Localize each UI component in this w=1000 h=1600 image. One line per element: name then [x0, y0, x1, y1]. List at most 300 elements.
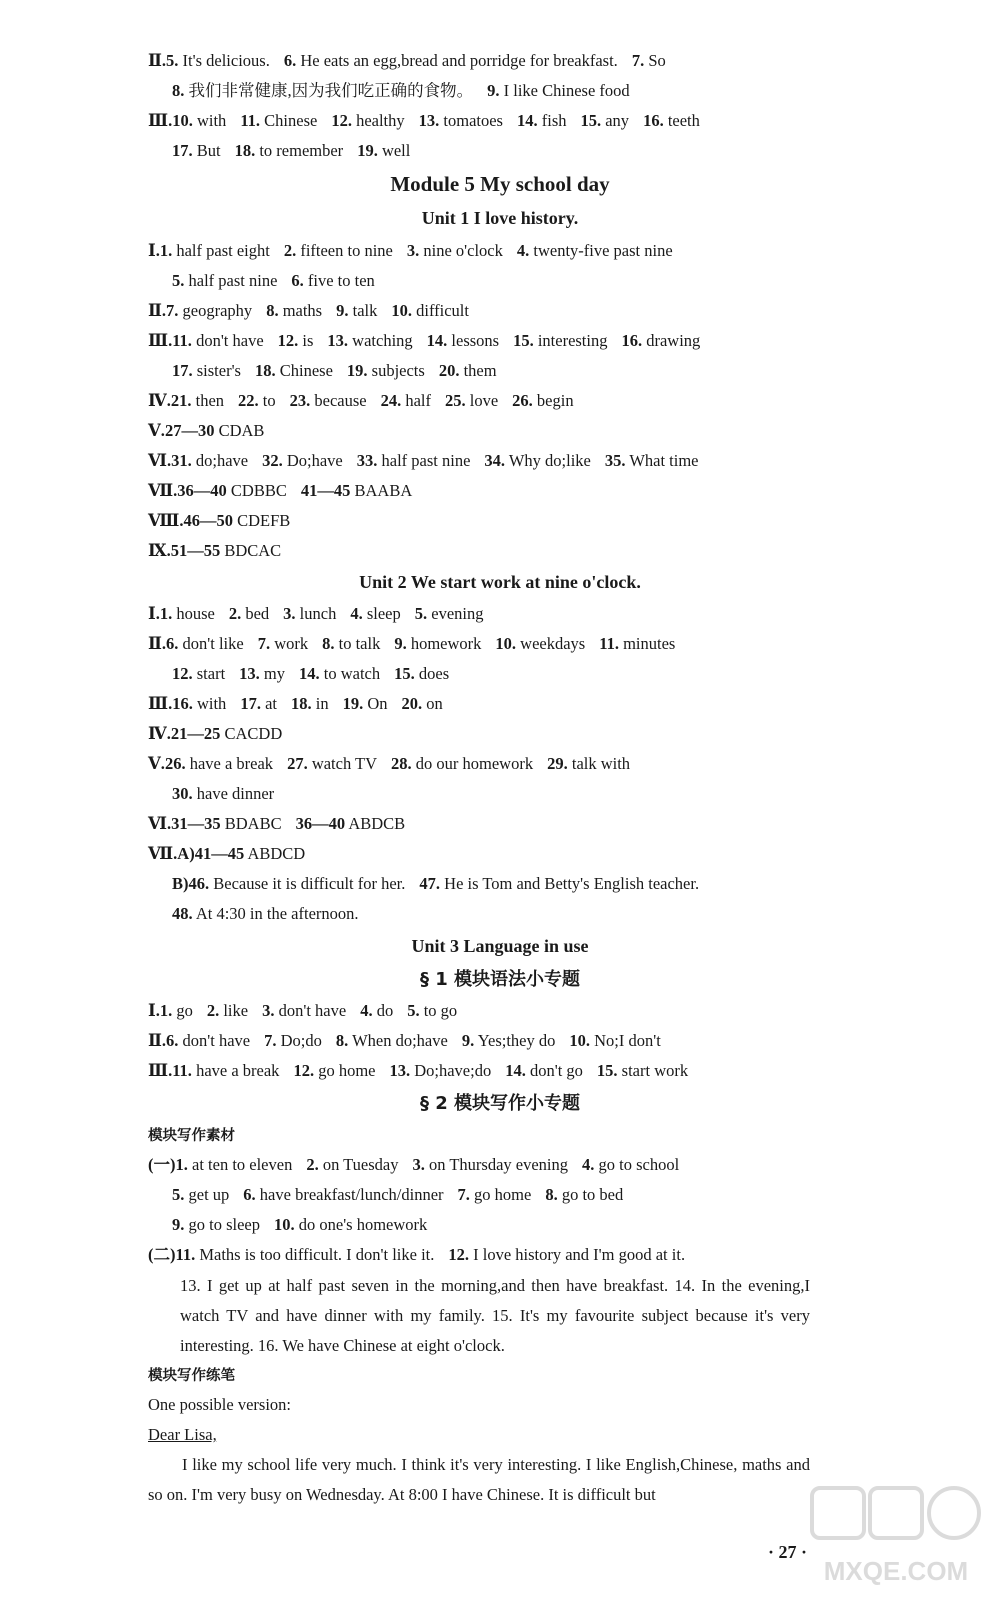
answer-number: 12. [331, 111, 352, 130]
section1-title: § 1 模块语法小专题 [419, 969, 581, 990]
section-numeral: Ⅵ. [148, 814, 172, 833]
answer-text: five to ten [307, 271, 375, 290]
answer-line [148, 844, 319, 864]
answer-number: 13. [239, 664, 260, 683]
section-numeral: (二) [148, 1245, 176, 1264]
answer-text: BDCAC [224, 541, 282, 560]
answer-item [632, 51, 666, 70]
answer-number: 18. [234, 141, 256, 160]
version-label: One possible version: [148, 1395, 291, 1414]
answer-text: in [315, 694, 329, 713]
answer-number: 3. [262, 1001, 275, 1020]
answer-item [172, 141, 221, 160]
answer-item [166, 1031, 250, 1050]
answer-line [148, 51, 680, 71]
answer-line [148, 451, 713, 471]
answer-text: begin [536, 391, 574, 410]
answer-text: tomatoes [443, 111, 503, 130]
answer-item [266, 301, 322, 320]
answer-line [172, 1215, 441, 1235]
answer-number: 24. [380, 391, 402, 410]
answer-item [513, 331, 607, 350]
answer-text: them [463, 361, 497, 380]
answer-line [172, 904, 373, 924]
answer-text: CDEFB [237, 511, 291, 530]
answer-number: 8. [266, 301, 279, 320]
answer-item [439, 361, 497, 380]
answer-number: 10. [569, 1031, 590, 1050]
answer-item [597, 1061, 688, 1080]
answer-item [171, 541, 281, 560]
answer-item [582, 1155, 679, 1174]
answer-item [389, 1061, 491, 1080]
answer-text: lunch [299, 604, 337, 623]
answer-item [284, 241, 393, 260]
answer-number: 20. [438, 361, 460, 380]
answer-item [445, 391, 498, 410]
answer-text: sleep [366, 604, 401, 623]
answer-number: 9. [487, 81, 500, 100]
answer-number: 3. [406, 241, 420, 260]
answer-line [148, 111, 714, 131]
answer-item [171, 451, 248, 470]
answer-number: 46—50 [183, 511, 233, 530]
answer-item [166, 634, 244, 653]
answer-item [599, 634, 675, 653]
answer-text: go to school [598, 1155, 680, 1174]
answer-text: 我们非常健康,因为我们吃正确的食物。 [188, 81, 474, 100]
answer-item [391, 754, 533, 773]
answer-number: 18. [290, 694, 312, 713]
answer-text: don't have [182, 1031, 251, 1050]
answer-number: 23. [289, 391, 311, 410]
answer-text: with [196, 694, 227, 713]
answer-number: 35. [604, 451, 626, 470]
answer-text: half past eight [176, 241, 270, 260]
answer-line [148, 301, 483, 321]
answer-text: Chinese [279, 361, 333, 380]
answer-text: At 4:30 in the afternoon. [195, 904, 359, 923]
answer-item [327, 331, 412, 350]
answer-number: 5. [407, 1001, 420, 1020]
answer-text: He eats an egg,bread and porridge for breakfast. [300, 51, 618, 70]
answer-text: do our homework [415, 754, 534, 773]
practice-label: 模块写作练笔 [148, 1368, 235, 1384]
answer-text: minutes [623, 634, 676, 653]
unit3-title: Unit 3 Language in use [411, 936, 589, 956]
answer-number: 15. [513, 331, 534, 350]
answer-text: to remember [259, 141, 344, 160]
unit2-title: Unit 2 We start work at nine o'clock. [359, 572, 641, 592]
answer-item [176, 1245, 435, 1264]
answer-item [458, 1185, 532, 1204]
section-numeral: Ⅰ. [148, 604, 160, 623]
answer-text: watch TV [311, 754, 378, 773]
answer-text: teeth [667, 111, 700, 130]
answer-item [235, 141, 344, 160]
answer-number: 12. [277, 331, 299, 350]
answer-line [172, 141, 424, 161]
answer-number: 26. [164, 754, 186, 773]
answer-number: 9. [461, 1031, 475, 1050]
answer-item [291, 271, 374, 290]
answer-text: drawing [646, 331, 701, 350]
answer-text: Do;do [280, 1031, 322, 1050]
answer-item [290, 391, 367, 410]
answer-text: bed [245, 604, 270, 623]
answer-text: does [418, 664, 450, 683]
answer-number: 2. [283, 241, 297, 260]
answer-number: 12. [172, 664, 193, 683]
answer-item [165, 421, 264, 440]
answer-text: don't have [278, 1001, 347, 1020]
answer-item [381, 391, 431, 410]
answer-text: love [469, 391, 499, 410]
answer-number: 13. [389, 1061, 411, 1080]
answer-number: 5. [414, 604, 428, 623]
section-numeral: Ⅴ. [148, 421, 165, 440]
answer-number: 7. [457, 1185, 470, 1204]
answer-item [229, 604, 269, 623]
answer-number: 5. [172, 1185, 185, 1204]
answer-number: 6. [166, 1031, 179, 1050]
answer-number: 17. [172, 141, 193, 160]
answer-item [262, 1001, 346, 1020]
answer-line [148, 421, 278, 441]
answer-text: work [274, 634, 309, 653]
answer-text: When do;have [352, 1031, 448, 1050]
answer-text: at ten to eleven [192, 1155, 293, 1174]
answer-number: 8. [322, 634, 335, 653]
answer-number: 7. [257, 634, 271, 653]
answer-number: 7. [264, 1031, 277, 1050]
answer-line [148, 511, 304, 531]
answer-text: But [196, 141, 221, 160]
answer-item [262, 451, 343, 470]
answer-number: 11. [599, 634, 619, 653]
answer-text: fish [541, 111, 567, 130]
answer-item [448, 1245, 685, 1264]
answer-text: talk [352, 301, 378, 320]
letter-body: I like my school life very much. I think it's very interesting. I like English,Chinese, maths and so on. I'm very busy on Wednesday. At 8:00 I have Chinese. It is difficult but [148, 1455, 810, 1504]
answer-line [148, 391, 588, 411]
answer-item [293, 1061, 375, 1080]
answer-text: interesting [537, 331, 608, 350]
answer-item [255, 361, 333, 380]
answer-text: weekdays [520, 634, 586, 653]
answer-line [172, 664, 463, 684]
answer-text: So [648, 51, 666, 70]
answer-number: 1. [159, 241, 173, 260]
answer-text: start [196, 664, 226, 683]
section-numeral: Ⅰ. [148, 1001, 160, 1020]
answer-item [301, 481, 412, 500]
answer-item [299, 664, 380, 683]
answer-number: 9. [394, 634, 407, 653]
answer-text: subjects [371, 361, 425, 380]
answer-line [148, 1001, 471, 1021]
answer-text: have dinner [196, 784, 275, 803]
answer-text: is [302, 331, 314, 350]
watermark-logo [808, 1482, 984, 1592]
answer-number: 3. [283, 604, 296, 623]
answer-line [148, 1061, 702, 1081]
answer-item [171, 724, 282, 743]
answer-number: 14. [299, 664, 320, 683]
answer-item [243, 1185, 443, 1204]
answer-item [336, 301, 377, 320]
answer-number: 6. [243, 1185, 256, 1204]
answer-item [287, 754, 377, 773]
answer-text: with [196, 111, 227, 130]
answer-item [172, 81, 473, 100]
answer-number: 11. [175, 1245, 196, 1264]
answer-text: What time [629, 451, 699, 470]
answer-item [402, 694, 443, 713]
answer-number: 27. [287, 754, 308, 773]
answer-text: Yes;they do [477, 1031, 556, 1050]
answer-text: don't like [182, 634, 244, 653]
answer-text: any [605, 111, 630, 130]
section-numeral: Ⅱ. [148, 51, 167, 70]
answer-item [284, 51, 618, 70]
answer-text: CACDD [224, 724, 283, 743]
answer-text: to talk [338, 634, 381, 653]
answer-text: go to sleep [188, 1215, 260, 1234]
answer-text: evening [431, 604, 484, 623]
answer-text: to go [423, 1001, 458, 1020]
answer-item [240, 694, 277, 713]
answer-text: have a break [189, 754, 274, 773]
answer-item [172, 784, 274, 803]
answer-item [580, 111, 629, 130]
answer-item [172, 361, 241, 380]
page-number: · 27 · [768, 1542, 808, 1562]
answer-text: Because it is difficult for her. [213, 874, 406, 893]
answer-line [148, 724, 296, 744]
answer-number: 8. [335, 1031, 349, 1050]
answer-text: watching [352, 331, 413, 350]
answer-text: on Tuesday [322, 1155, 399, 1174]
answer-text: don't go [529, 1061, 583, 1080]
section-numeral: Ⅳ. [148, 391, 171, 410]
answer-item [413, 1155, 569, 1174]
answer-text: geography [182, 301, 253, 320]
answer-number: 13. [327, 331, 349, 350]
answer-number: 6. [283, 51, 297, 70]
answer-number: 29. [547, 754, 568, 773]
answer-text: my [263, 664, 286, 683]
answer-text: have a break [196, 1061, 280, 1080]
answer-line [172, 81, 644, 101]
answer-text: go home [318, 1061, 376, 1080]
answer-item [419, 874, 699, 893]
section-numeral: Ⅵ. [148, 451, 172, 470]
answer-text: CDBBC [230, 481, 287, 500]
answer-text: do one's homework [298, 1215, 428, 1234]
answer-number: 30. [172, 784, 193, 803]
answer-number: 4. [350, 604, 363, 623]
answer-number: 12. [293, 1061, 315, 1080]
answer-text: sister's [196, 361, 241, 380]
answer-line [148, 331, 714, 351]
answer-text: on [426, 694, 443, 713]
answer-text: Why do;like [508, 451, 591, 470]
section-numeral: Ⅳ. [148, 724, 171, 743]
answer-text: lessons [451, 331, 500, 350]
answer-number: 51—55 [170, 541, 221, 560]
answer-number: 5. [172, 271, 185, 290]
answer-item [183, 511, 290, 530]
answer-item [347, 361, 425, 380]
answer-item [427, 331, 499, 350]
answer-number: 34. [484, 451, 506, 470]
answer-item [357, 141, 410, 160]
answer-text: half past nine [381, 451, 471, 470]
answer-number: 36—40 [295, 814, 346, 833]
answer-number: 2. [228, 604, 242, 623]
answer-item [487, 81, 630, 100]
answer-item [283, 604, 336, 623]
answer-line [148, 1245, 699, 1265]
answer-item [166, 301, 252, 320]
answer-text: start work [621, 1061, 689, 1080]
answer-text: like [223, 1001, 249, 1020]
material-paragraph: 13. I get up at half past seven in the morning,and then have breakfast. 14. In the evening,I watch TV and have dinner with my family. 15. It's my favourite subject because it's very interesting. 16. We have Chinese at eight o'clock. [180, 1276, 810, 1355]
answer-number: 41—45 [300, 481, 351, 500]
answer-line [148, 1031, 675, 1051]
answer-item [306, 1155, 398, 1174]
answer-number: 32. [262, 451, 283, 470]
answer-number: 19. [357, 141, 378, 160]
answer-item [291, 694, 329, 713]
answer-item [177, 481, 287, 500]
answer-text: don't have [196, 331, 264, 350]
answer-item [296, 814, 406, 833]
answer-item [165, 754, 273, 773]
unit1-title: Unit 1 I love history. [421, 208, 579, 228]
answer-text: go to bed [561, 1185, 624, 1204]
answer-text: go [176, 1001, 193, 1020]
answer-number: 11. [240, 111, 261, 130]
answer-text: No;I don't [594, 1031, 661, 1050]
answer-item [643, 111, 700, 130]
answer-text: ABDCB [348, 814, 406, 833]
watermark-text: MXQE.COM [823, 1556, 969, 1586]
answer-number: 3. [412, 1155, 425, 1174]
answer-item [172, 874, 405, 893]
section-numeral: Ⅲ. [148, 111, 173, 130]
answer-item [462, 1031, 556, 1050]
answer-item [258, 634, 308, 653]
answer-text: CDAB [218, 421, 265, 440]
answer-line [148, 481, 426, 501]
letter-salutation: Dear Lisa, [148, 1425, 217, 1444]
answer-text: Chinese [264, 111, 318, 130]
answer-number: 11. [172, 331, 192, 350]
answer-number: 6. [166, 634, 179, 653]
answer-text: I love history and I'm good at it. [473, 1245, 686, 1264]
answer-text: fifteen to nine [300, 241, 393, 260]
answer-number: 10. [274, 1215, 295, 1234]
answer-number: 36—40 [177, 481, 227, 500]
answer-text: BDABC [224, 814, 282, 833]
answer-text: healthy [356, 111, 405, 130]
answer-number: 13. [418, 111, 440, 130]
answer-item [484, 451, 590, 470]
answer-number: 4. [360, 1001, 373, 1020]
answer-item [239, 664, 285, 683]
answer-text: on Thursday evening [429, 1155, 569, 1174]
answer-line [148, 1155, 693, 1175]
answer-text: house [176, 604, 215, 623]
answer-number: 2. [306, 1155, 319, 1174]
answer-item [238, 391, 276, 410]
answer-line [172, 874, 713, 894]
answer-number: 48. [172, 904, 193, 923]
answer-number: 20. [401, 694, 423, 713]
answer-item [172, 1061, 279, 1080]
answer-number: 47. [419, 874, 441, 893]
answer-item [495, 634, 585, 653]
section-numeral: (一) [148, 1155, 176, 1174]
answer-line [148, 241, 687, 261]
section-numeral: Ⅰ. [148, 241, 160, 260]
answer-number: 19. [342, 694, 364, 713]
section-numeral: Ⅴ. [148, 754, 165, 773]
section2-title: § 2 模块写作小专题 [419, 1093, 581, 1114]
answer-text: ABDCD [247, 844, 306, 863]
answer-text: BAABA [354, 481, 413, 500]
answer-number: A)41—45 [177, 844, 245, 863]
answer-item [166, 51, 270, 70]
answer-text: talk with [571, 754, 631, 773]
answer-text: to [262, 391, 276, 410]
answer-item [350, 604, 400, 623]
answer-number: 4. [516, 241, 530, 260]
answer-number: 7. [631, 51, 645, 70]
answer-number: 16. [621, 331, 643, 350]
answer-item [240, 111, 317, 130]
answer-number: 18. [254, 361, 276, 380]
section-numeral: Ⅶ. [148, 844, 178, 863]
answer-item [207, 1001, 248, 1020]
section-numeral: Ⅷ. [148, 511, 184, 530]
answer-number: 6. [291, 271, 304, 290]
answer-item [172, 331, 263, 350]
answer-number: 21. [170, 391, 192, 410]
answer-item [172, 1185, 229, 1204]
answer-line [172, 361, 511, 381]
answer-item [343, 694, 388, 713]
module-title: Module 5 My school day [390, 172, 610, 196]
answer-line [148, 604, 497, 624]
answer-text: well [381, 141, 411, 160]
answer-number: 17. [240, 694, 261, 713]
answer-item [517, 111, 567, 130]
answer-item [160, 1001, 193, 1020]
answer-number: 16. [643, 111, 664, 130]
answer-text: half past nine [188, 271, 278, 290]
answer-number: 1. [175, 1155, 188, 1174]
answer-number: 26. [512, 391, 533, 410]
section-numeral: Ⅲ. [148, 331, 173, 350]
answer-text: because [314, 391, 367, 410]
answer-line [148, 814, 419, 834]
answer-line [148, 694, 457, 714]
answer-number: 15. [394, 664, 415, 683]
answer-item [605, 451, 699, 470]
